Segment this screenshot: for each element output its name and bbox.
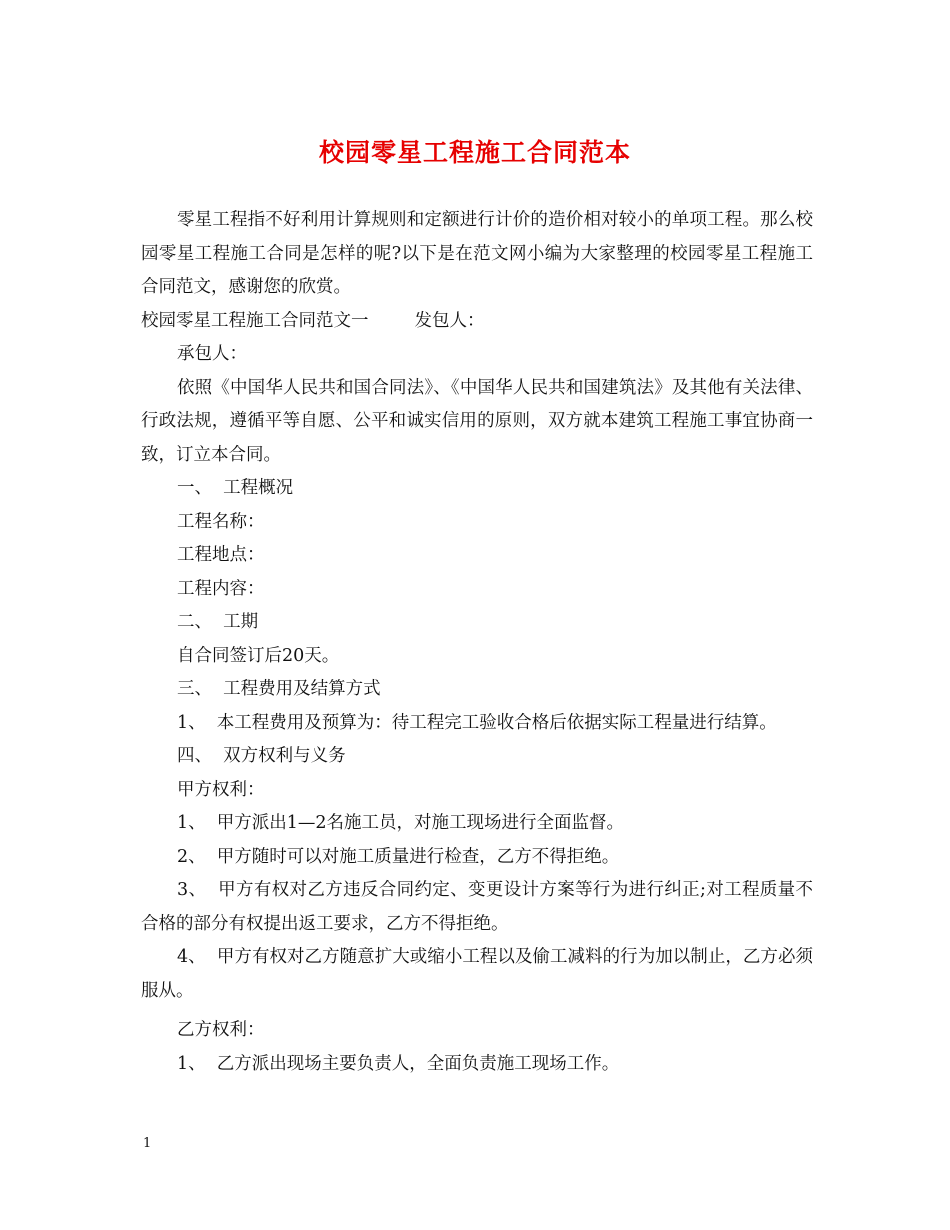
party-a-clause-4: 4、 甲方有权对乙方随意扩大或缩小工程以及偷工减料的行为加以制止，乙方必须服从。	[141, 947, 813, 1001]
contractor-label: 承包人：	[177, 344, 247, 364]
preamble-paragraph: 依照《中国华人民共和国合同法》、《中国华人民共和国建筑法》及其他有关法律、行政法规，遵循平等自愿、公平和诚实信用的原则，双方就本建筑工程施工事宜协商一致，订立本合同。	[141, 377, 813, 465]
document-body	[141, 204, 813, 1081]
section-heading-cost: 三、 工程费用及结算方式	[177, 679, 381, 699]
party-a-clause-1: 1、 甲方派出1—2名施工员，对施工现场进行全面监督。	[177, 813, 625, 833]
contract-heading-line	[141, 305, 813, 339]
duration-text: 自合同签订后20天。	[177, 645, 340, 666]
section-heading-duration: 二、 工期	[177, 612, 259, 632]
party-a-clause-2: 2、 甲方随时可以对施工质量进行检查，乙方不得拒绝。	[177, 846, 620, 867]
party-b-clause-1: 1、 乙方派出现场主要负责人，全面负责施工现场工作。	[177, 1053, 620, 1074]
page-number: 1	[143, 1136, 152, 1151]
project-content-field: 工程内容：	[177, 578, 265, 599]
employer-label: 发包人：	[414, 310, 485, 331]
section-heading-rights: 四、 双方权利与义务	[177, 746, 346, 766]
party-b-rights-heading: 乙方权利：	[177, 1020, 265, 1040]
project-name-field: 工程名称：	[177, 511, 265, 532]
section-heading-overview: 一、 工程概况	[177, 478, 294, 498]
contract-sample-heading: 校园零星工程施工合同范文一	[141, 310, 369, 331]
party-a-clause-3: 3、 甲方有权对乙方违反合同约定、变更设计方案等行为进行纠正;对工程质量不合格的部分有权提出返工要求，乙方不得拒绝。	[141, 880, 813, 934]
document-title: 校园零星工程施工合同范本	[318, 138, 631, 167]
cost-clause-1: 1、 本工程费用及预算为：待工程完工验收合格后依据实际工程量进行结算。	[177, 712, 777, 733]
intro-paragraph: 零星工程指不好利用计算规则和定额进行计价的造价相对较小的单项工程。那么校园零星工程施工合同是怎样的呢?以下是在范文网小编为大家整理的校园零星工程施工合同范文，感谢您的欣赏。	[141, 210, 813, 297]
party-a-rights-heading: 甲方权利：	[177, 779, 265, 800]
project-location-field: 工程地点：	[177, 545, 265, 565]
